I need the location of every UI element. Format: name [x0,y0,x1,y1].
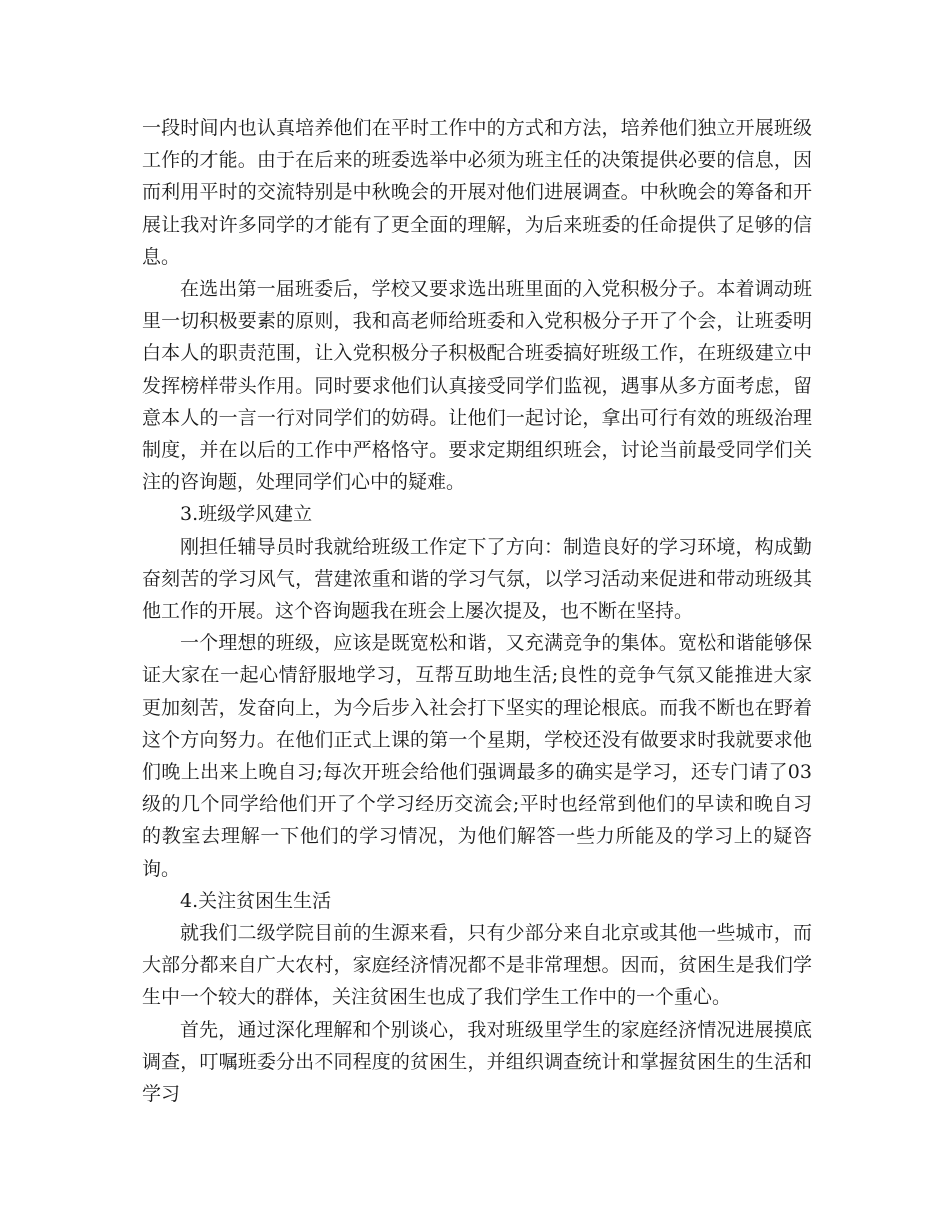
paragraph-ideal-class: 一个理想的班级，应该是既宽松和谐，又充满竞争的集体。宽松和谐能够保证大家在一起心情舒服地学习，互帮互助地生活;良性的竞争气氛又能推进大家更加刻苦，发奋向上，为今后步入社会打下坚实的理论根底。而我不断也在野着这个方向努力。在他们正式上课的第一个星期，学校还没有做要求时我就要求他们晚上出来上晚自习;每次开班会给他们强调最多的确实是学习，还专门请了03级的几个同学给他们开了个学习经历交流会;平时也经常到他们的早读和晚自习的教室去理解一下他们的学习情况，为他们解答一些力所能及的学习上的疑咨询。 [142,632,812,880]
paragraph-class-committee: 在选出第一届班委后，学校又要求选出班里面的入党积极分子。本着调动班里一切积极要素的原则，我和高老师给班委和入党积极分子开了个会，让班委明白本人的职责范围，让入党积极分子积极配合班委搞好班级工作，在班级建立中发挥榜样带头作用。同时要求他们认真接受同学们监视，遇事从多方面考虑，留意本人的一言一行对同学们的妨碍。让他们一起讨论，拿出可行有效的班级治理制度，并在以后的工作中严格恪守。要求定期组织班会，讨论当前最受同学们关注的咨询题，处理同学们心中的疑难。 [142,278,812,494]
paragraph-student-sources: 就我们二级学院目前的生源来看，只有少部分来自北京或其他一些城市，而大部分都来自广大农村，家庭经济情况都不是非常理想。因而，贫困生是我们学生中一个较大的群体，关注贫困生也成了我们学生工作中的一个重心。 [142,922,812,1009]
section-heading-study-style: 3.班级学风建立 [180,503,313,526]
document-body [142,112,812,1110]
paragraph-survey: 首先，通过深化理解和个别谈心，我对班级里学生的家庭经济情况进展摸底调查，叮嘱班委分出不同程度的贫困生，并组织调查统计和掌握贫困生的生活和学习 [142,1018,812,1106]
paragraph-continuation: 一段时间内也认真培养他们在平时工作中的方式和方法，培养他们独立开展班级工作的才能。由于在后来的班委选举中必须为班主任的决策提供必要的信息，因而利用平时的交流特别是中秋晚会的开展对他们进展调查。中秋晚会的筹备和开展让我对许多同学的才能有了更全面的理解，为后来班委的任命提供了足够的信息。 [142,117,812,268]
paragraph-study-direction: 刚担任辅导员时我就给班级工作定下了方向：制造良好的学习环境，构成勤奋刻苦的学习风气，营建浓重和谐的学习气氛，以学习活动来促进和带动班级其他工作的开展。这个咨询题我在班会上屡次提及，也不断在坚持。 [142,535,812,623]
section-heading-poor-students: 4.关注贫困生生活 [180,889,332,912]
